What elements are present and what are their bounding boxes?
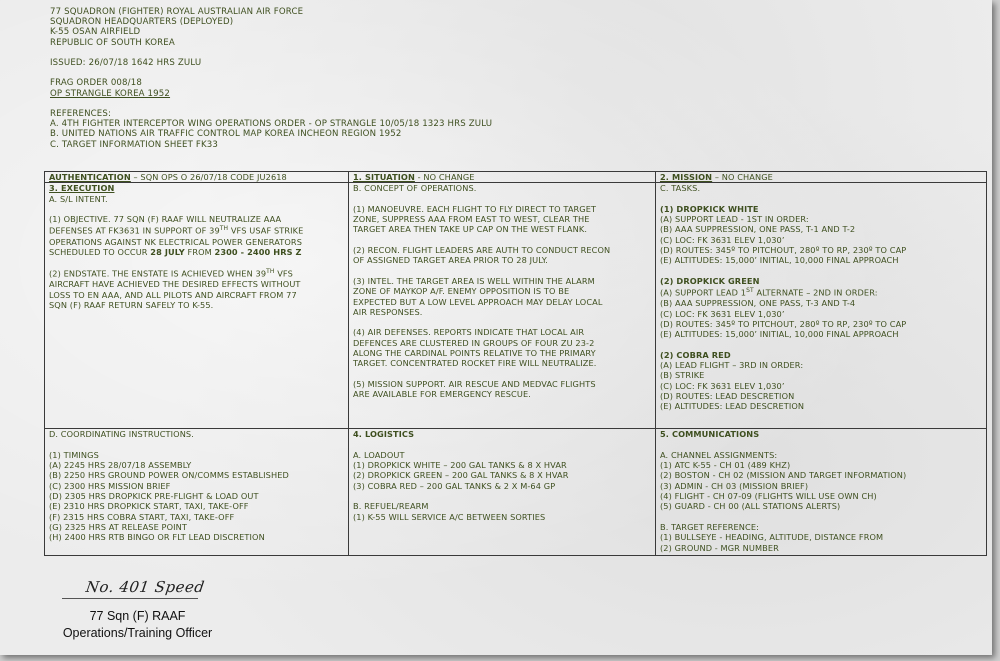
- timing-line: (A) 2245 HRS 28/07/18 ASSEMBLY: [49, 460, 192, 471]
- dropkick-white-title: (1) DROPKICK WHITE: [660, 203, 759, 214]
- task-line: (E) ALTITUDES: 15,000’ INITIAL, 10,000 FINAL APPROACH: [660, 255, 899, 266]
- loadout-line: (1) DROPKICK WHITE – 200 GAL TANKS & 8 X HVAR: [353, 460, 567, 471]
- reference-c: C. TARGET INFORMATION SHEET FK33: [50, 139, 219, 150]
- endstate-line: SQN (F) RAAF RETURN SAFELY TO K-55.: [49, 300, 214, 311]
- task-line: (B) AAA SUPPRESSION, ONE PASS, T-1 AND T-2: [660, 224, 856, 235]
- timing-line: (D) 2305 HRS DROPKICK PRE-FLIGHT & LOAD OUT: [49, 491, 259, 502]
- concept-line: (5) MISSION SUPPORT. AIR RESCUE AND MEDVAC FLIGHTS: [353, 378, 596, 389]
- task-line: (B) STRIKE: [660, 370, 705, 381]
- task-line: (B) AAA SUPPRESSION, ONE PASS, T-3 AND T-4: [660, 298, 856, 309]
- timings-title: (1) TIMINGS: [49, 449, 99, 460]
- timing-line: (B) 2250 HRS GROUND POWER ON/COMMS ESTABLISHED: [49, 470, 289, 481]
- concept-line: TARGET AREA THEN TAKE UP CAP ON THE WEST FLANK.: [353, 224, 588, 235]
- tasks-title: C. TASKS.: [660, 183, 701, 194]
- mission-label: 2. MISSION: [660, 172, 713, 182]
- situation-label: 1. SITUATION: [353, 172, 415, 182]
- refuel-line: (1) K-55 WILL SERVICE A/C BETWEEN SORTIES: [353, 511, 546, 522]
- concept-title: B. CONCEPT OF OPERATIONS.: [353, 183, 477, 194]
- situation-cell: [349, 172, 656, 183]
- coordinating-cell: [45, 429, 349, 556]
- situation-value: - NO CHANGE: [414, 172, 475, 182]
- cobra-red-title: (2) COBRA RED: [660, 349, 731, 360]
- issued-line: ISSUED: 26/07/18 1642 HRS ZULU: [50, 58, 202, 68]
- logistics-cell: [349, 429, 656, 556]
- frag-order-number: FRAG ORDER 008/18: [50, 78, 142, 89]
- signer-role: Operations/Training Officer: [62, 626, 213, 640]
- task-line: (E) ALTITUDES: 15,000’ INITIAL, 10,000 FINAL APPROACH: [660, 329, 899, 340]
- concept-line: DEFENCES ARE CLUSTERED IN GROUPS OF FOUR ZU 23-2: [353, 337, 595, 348]
- task-line: (C) LOC: FK 3631 ELEV 1,030’: [660, 308, 785, 319]
- channel-line: (5) GUARD - CH 00 (ALL STATIONS ALERTS): [660, 501, 841, 512]
- channels-title: A. CHANNEL ASSIGNMENTS:: [660, 449, 778, 460]
- signature-line: [62, 598, 198, 599]
- channel-line: (4) FLIGHT - CH 07-09 (FLIGHTS WILL USE OWN CH): [660, 491, 877, 502]
- hq-name: SQUADRON HEADQUARTERS (DEPLOYED): [50, 17, 234, 28]
- concept-line: ALONG THE CARDINAL POINTS RELATIVE TO THE PRIMARY: [353, 348, 596, 359]
- target-reference-line: (2) GROUND - MGR NUMBER: [660, 542, 779, 553]
- concept-line: ZONE OF MAYKOP A/F. ENEMY OPPOSITION IS TO BE: [353, 286, 570, 297]
- channel-line: (2) BOSTON - CH 02 (MISSION AND TARGET INFORMATION): [660, 470, 907, 481]
- country-name: REPUBLIC OF SOUTH KOREA: [50, 37, 175, 48]
- reference-a: A. 4TH FIGHTER INTERCEPTOR WING OPERATIONS ORDER - OP STRANGLE 10/05/18 1323 HRS ZULU: [50, 119, 493, 130]
- task-line: (D) ROUTES: LEAD DESCRETION: [660, 390, 795, 401]
- refuel-title: B. REFUEL/REARM: [353, 501, 429, 512]
- concept-line: OF ASSIGNED TARGET AREA PRIOR TO 28 JULY.: [353, 255, 548, 266]
- objective-line: (1) OBJECTIVE. 77 SQN (F) RAAF WILL NEUTRALIZE AAA: [49, 214, 282, 225]
- endstate-line: AIRCRAFT HAVE ACHIEVED THE DESIRED EFFECTS WITHOUT: [49, 279, 301, 290]
- signer-unit: 77 Sqn (F) RAAF: [89, 609, 186, 623]
- mission-cell: [656, 172, 987, 183]
- concept-line: AIR RESPONSES.: [353, 306, 423, 317]
- mission-value: – NO CHANGE: [712, 172, 773, 182]
- concept-line: (3) INTEL. THE TARGET AREA IS WELL WITHIN THE ALARM: [353, 275, 595, 286]
- loadout-line: (3) COBRA RED – 200 GAL TANKS & 2 X M-64 GP: [353, 480, 556, 491]
- objective-line: SCHEDULED TO OCCUR 28 JULY FROM 2300 - 2400 HRS Z: [49, 246, 302, 257]
- timing-line: (C) 2300 HRS MISSION BRIEF: [49, 480, 171, 491]
- endstate-line: (2) ENDSTATE. THE ENSTATE IS ACHIEVED WHEN 39TH VFS: [49, 268, 293, 280]
- objective-line: OPERATIONS AGAINST NK ELECTRICAL POWER GENERATORS: [49, 236, 303, 247]
- operation-name: OP STRANGLE KOREA 1952: [50, 88, 171, 99]
- coordinating-title: D. COORDINATING INSTRUCTIONS.: [49, 429, 194, 440]
- timing-line: (E) 2310 HRS DROPKICK START, TAXI, TAKE-OFF: [49, 501, 249, 512]
- signature-block: [50, 608, 225, 642]
- task-line: (D) ROUTES: 345º TO PITCHOUT, 280º TO RP, 230º TO CAP: [660, 318, 907, 329]
- concept-line: (4) AIR DEFENSES. REPORTS INDICATE THAT LOCAL AIR: [353, 327, 585, 338]
- channel-line: (3) ADMIN - CH 03 (MISSION BRIEF): [660, 480, 809, 491]
- concept-line: (1) MANOEUVRE. EACH FLIGHT TO FLY DIRECT TO TARGET: [353, 203, 597, 214]
- concept-line: ZONE, SUPPRESS AAA FROM EAST TO WEST, CLEAR THE: [353, 214, 590, 225]
- concept-line: TARGET. CONCENTRATED ROCKET FIRE WILL NEUTRALIZE.: [353, 358, 597, 369]
- task-line: (E) ALTITUDES: LEAD DESCRETION: [660, 401, 805, 412]
- execution-title: 3. EXECUTION: [49, 183, 115, 194]
- authentication-label: AUTHENTICATION: [49, 172, 131, 182]
- communications-cell: [656, 429, 987, 556]
- concept-line: (2) RECON. FLIGHT LEADERS ARE AUTH TO CONDUCT RECON: [353, 245, 611, 256]
- target-reference-line: (1) BULLSEYE - HEADING, ALTITUDE, DISTANCE FROM: [660, 532, 884, 543]
- concept-line: EXPECTED BUT A LOW LEVEL APPROACH MAY DELAY LOCAL: [353, 296, 603, 307]
- timing-line: (F) 2315 HRS COBRA START, TAXI, TAKE-OFF: [49, 511, 235, 522]
- communications-title: 5. COMMUNICATIONS: [660, 429, 760, 440]
- timing-line: (G) 2325 HRS AT RELEASE POINT: [49, 521, 187, 532]
- channel-line: (1) ATC K-55 - CH 01 (489 KHZ): [660, 460, 791, 471]
- authentication-cell: [45, 172, 349, 183]
- authentication-value: – SQN OPS O 26/07/18 CODE JU2618: [130, 172, 287, 182]
- document-header: [50, 7, 492, 150]
- dropkick-green-title: (2) DROPKICK GREEN: [660, 275, 760, 286]
- airfield-name: K-55 OSAN AIRFIELD: [50, 27, 141, 38]
- endstate-line: LOSS TO EN AAA, AND ALL PILOTS AND AIRCRAFT FROM 77: [49, 289, 297, 300]
- concept-cell: [349, 183, 656, 429]
- intent-title: A. S/L INTENT.: [49, 193, 108, 204]
- handwritten-signature: No. 401 Speed: [84, 578, 206, 596]
- loadout-title: A. LOADOUT: [353, 449, 405, 460]
- task-line: (C) LOC: FK 3631 ELEV 1,030’: [660, 380, 785, 391]
- orders-table: [44, 171, 987, 556]
- execution-cell: [45, 183, 349, 429]
- logistics-title: 4. LOGISTICS: [353, 429, 415, 440]
- task-line: (D) ROUTES: 345º TO PITCHOUT, 280º TO RP, 230º TO CAP: [660, 245, 907, 256]
- unit-name: 77 SQUADRON (FIGHTER) ROYAL AUSTRALIAN AIR FORCE: [50, 7, 304, 17]
- reference-b: B. UNITED NATIONS AIR TRAFFIC CONTROL MAP KOREA INCHEON REGION 1952: [50, 129, 402, 140]
- loadout-line: (2) DROPKICK GREEN – 200 GAL TANKS & 8 X HVAR: [353, 470, 569, 481]
- tasks-cell: [656, 183, 987, 429]
- references-title: REFERENCES:: [50, 108, 112, 119]
- task-line: (A) SUPPORT LEAD - 1ST IN ORDER:: [660, 214, 809, 225]
- task-line: (A) LEAD FLIGHT – 3RD IN ORDER:: [660, 360, 804, 371]
- concept-line: ARE AVAILABLE FOR EMERGENCY RESCUE.: [353, 389, 531, 400]
- target-reference-title: B. TARGET REFERENCE:: [660, 521, 759, 532]
- task-line: (C) LOC: FK 3631 ELEV 1,030’: [660, 234, 785, 245]
- timing-line: (H) 2400 HRS RTB BINGO OR FLT LEAD DISCRETION: [49, 532, 265, 543]
- task-line: (A) SUPPORT LEAD 1ST ALTERNATE – 2ND IN ORDER:: [660, 287, 878, 298]
- objective-line: DEFENSES AT FK3631 IN SUPPORT OF 39TH VFS USAF STRIKE: [49, 225, 304, 237]
